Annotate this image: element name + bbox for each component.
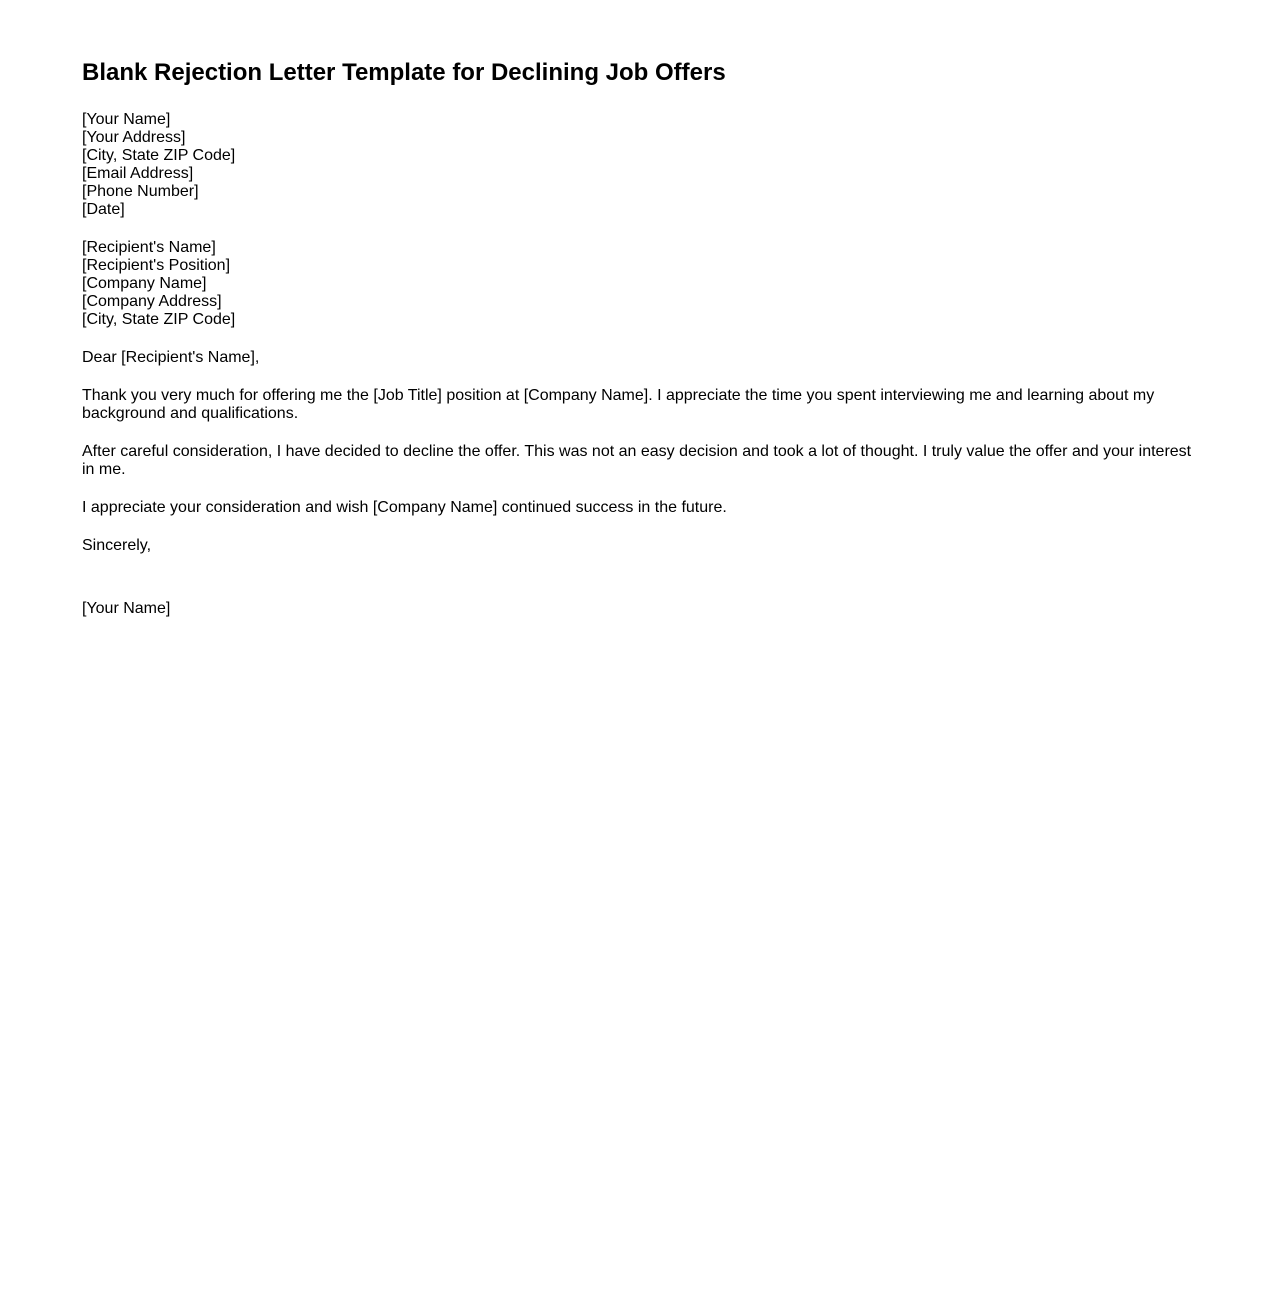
closing: Sincerely, <box>82 537 152 554</box>
letter-page <box>0 0 1278 618</box>
salutation: Dear [Recipient's Name], <box>82 349 260 366</box>
recipient-city-state-zip: [City, State ZIP Code] <box>82 311 236 328</box>
recipient-name: [Recipient's Name] <box>82 239 216 256</box>
recipient-company-address: [Company Address] <box>82 293 222 310</box>
sender-city-state-zip: [City, State ZIP Code] <box>82 147 236 164</box>
letter-date: [Date] <box>82 201 125 218</box>
sender-address-block <box>82 111 1196 219</box>
sender-phone: [Phone Number] <box>82 183 199 200</box>
signature: [Your Name] <box>82 600 171 617</box>
body-paragraph: After careful consideration, I have decided to decline the offer. This was not an easy decision and took a lot of thought. I truly value the offer and your interest in me. <box>82 443 1192 478</box>
recipient-position: [Recipient's Position] <box>82 257 231 274</box>
body-paragraph: Thank you very much for offering me the [Job Title] position at [Company Name]. I appreciate the time you spent interviewing me and learning about my background and qualifications. <box>82 387 1155 422</box>
body-paragraph: I appreciate your consideration and wish [Company Name] continued success in the future. <box>82 499 727 516</box>
sender-name: [Your Name] <box>82 111 171 128</box>
sender-address: [Your Address] <box>82 129 186 146</box>
sender-email: [Email Address] <box>82 165 194 182</box>
page-title: Blank Rejection Letter Template for Declining Job Offers <box>82 59 726 86</box>
recipient-company: [Company Name] <box>82 275 207 292</box>
recipient-address-block <box>82 239 1196 329</box>
